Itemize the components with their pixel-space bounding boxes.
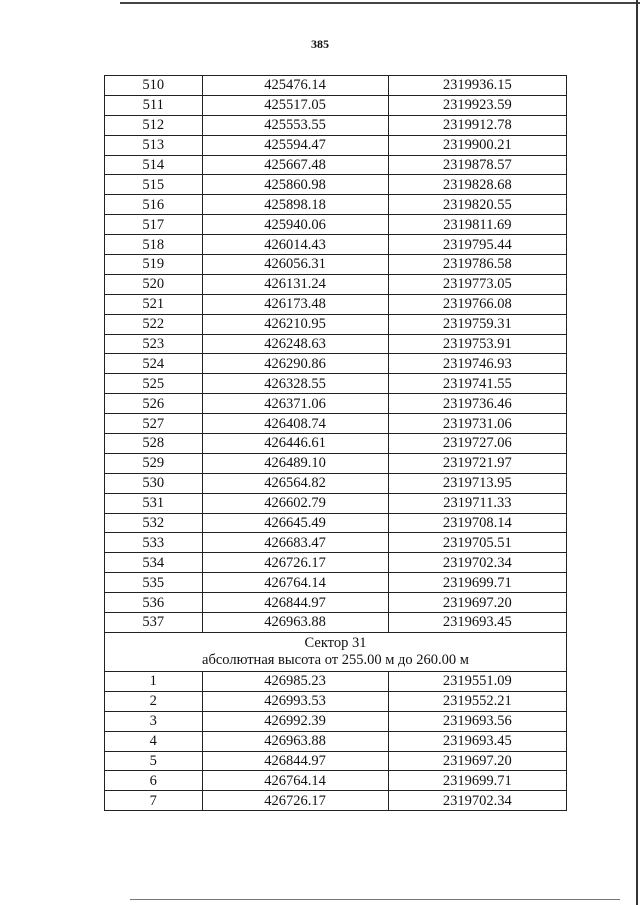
x-coordinate-cell: 426290.86 <box>202 354 388 374</box>
y-coordinate-cell: 2319699.71 <box>388 573 566 593</box>
x-coordinate-cell: 426014.43 <box>202 235 388 255</box>
y-coordinate-cell: 2319552.21 <box>388 691 566 711</box>
x-coordinate-cell: 426844.97 <box>202 593 388 613</box>
point-number-cell: 521 <box>105 294 203 314</box>
point-number-cell: 512 <box>105 115 203 135</box>
y-coordinate-cell: 2319551.09 <box>388 671 566 691</box>
table-row <box>105 791 567 811</box>
x-coordinate-cell: 425898.18 <box>202 195 388 215</box>
x-coordinate-cell: 425517.05 <box>202 95 388 115</box>
y-coordinate-cell: 2319878.57 <box>388 155 566 175</box>
point-number-cell: 516 <box>105 195 203 215</box>
table-row <box>105 533 567 553</box>
point-number-cell: 527 <box>105 414 203 434</box>
point-number-cell: 523 <box>105 334 203 354</box>
y-coordinate-cell: 2319736.46 <box>388 394 566 414</box>
y-coordinate-cell: 2319923.59 <box>388 95 566 115</box>
y-coordinate-cell: 2319693.56 <box>388 711 566 731</box>
x-coordinate-cell: 425553.55 <box>202 115 388 135</box>
table-row <box>105 334 567 354</box>
x-coordinate-cell: 425860.98 <box>202 175 388 195</box>
table-row <box>105 76 567 96</box>
x-coordinate-cell: 426844.97 <box>202 751 388 771</box>
y-coordinate-cell: 2319705.51 <box>388 533 566 553</box>
page-number: 385 <box>311 37 329 51</box>
table-row <box>105 215 567 235</box>
y-coordinate-cell: 2319741.55 <box>388 374 566 394</box>
point-number-cell: 5 <box>105 751 203 771</box>
y-coordinate-cell: 2319727.06 <box>388 434 566 454</box>
table-row <box>105 314 567 334</box>
y-coordinate-cell: 2319753.91 <box>388 334 566 354</box>
x-coordinate-cell: 426963.88 <box>202 613 388 633</box>
table-row <box>105 493 567 513</box>
point-number-cell: 534 <box>105 553 203 573</box>
coordinates-table <box>104 75 567 811</box>
point-number-cell: 524 <box>105 354 203 374</box>
y-coordinate-cell: 2319697.20 <box>388 593 566 613</box>
table-row <box>105 711 567 731</box>
point-number-cell: 526 <box>105 394 203 414</box>
x-coordinate-cell: 426602.79 <box>202 493 388 513</box>
x-coordinate-cell: 425476.14 <box>202 76 388 96</box>
x-coordinate-cell: 426371.06 <box>202 394 388 414</box>
x-coordinate-cell: 426173.48 <box>202 294 388 314</box>
y-coordinate-cell: 2319811.69 <box>388 215 566 235</box>
table-row <box>105 453 567 473</box>
x-coordinate-cell: 425594.47 <box>202 135 388 155</box>
y-coordinate-cell: 2319711.33 <box>388 493 566 513</box>
point-number-cell: 517 <box>105 215 203 235</box>
table-row <box>105 771 567 791</box>
point-number-cell: 4 <box>105 731 203 751</box>
point-number-cell: 6 <box>105 771 203 791</box>
point-number-cell: 519 <box>105 255 203 275</box>
point-number-cell: 518 <box>105 235 203 255</box>
sector-title: Сектор 31 <box>304 634 367 651</box>
sector-header-body <box>105 632 567 671</box>
table-row <box>105 274 567 294</box>
scan-right-border <box>636 0 638 905</box>
x-coordinate-cell: 426446.61 <box>202 434 388 454</box>
point-number-cell: 522 <box>105 314 203 334</box>
scan-top-border <box>120 2 640 4</box>
table-row <box>105 115 567 135</box>
x-coordinate-cell: 426963.88 <box>202 731 388 751</box>
x-coordinate-cell: 426985.23 <box>202 671 388 691</box>
point-number-cell: 525 <box>105 374 203 394</box>
point-number-cell: 528 <box>105 434 203 454</box>
y-coordinate-cell: 2319693.45 <box>388 731 566 751</box>
point-number-cell: 531 <box>105 493 203 513</box>
x-coordinate-cell: 426489.10 <box>202 453 388 473</box>
coordinates-table-body-bottom <box>105 671 567 810</box>
x-coordinate-cell: 426328.55 <box>202 374 388 394</box>
table-row <box>105 235 567 255</box>
table-row <box>105 691 567 711</box>
sector-header-row <box>105 632 567 671</box>
point-number-cell: 536 <box>105 593 203 613</box>
x-coordinate-cell: 426764.14 <box>202 573 388 593</box>
table-row <box>105 354 567 374</box>
x-coordinate-cell: 426408.74 <box>202 414 388 434</box>
table-row <box>105 473 567 493</box>
table-row <box>105 573 567 593</box>
y-coordinate-cell: 2319697.20 <box>388 751 566 771</box>
y-coordinate-cell: 2319759.31 <box>388 314 566 334</box>
y-coordinate-cell: 2319721.97 <box>388 453 566 473</box>
y-coordinate-cell: 2319828.68 <box>388 175 566 195</box>
sector-subtitle: абсолютная высота от 255.00 м до 260.00 м <box>202 651 469 668</box>
y-coordinate-cell: 2319702.34 <box>388 553 566 573</box>
point-number-cell: 7 <box>105 791 203 811</box>
point-number-cell: 514 <box>105 155 203 175</box>
table-row <box>105 135 567 155</box>
y-coordinate-cell: 2319699.71 <box>388 771 566 791</box>
point-number-cell: 529 <box>105 453 203 473</box>
y-coordinate-cell: 2319773.05 <box>388 274 566 294</box>
table-row <box>105 294 567 314</box>
table-row <box>105 195 567 215</box>
point-number-cell: 535 <box>105 573 203 593</box>
table-row <box>105 513 567 533</box>
y-coordinate-cell: 2319786.58 <box>388 255 566 275</box>
point-number-cell: 537 <box>105 613 203 633</box>
y-coordinate-cell: 2319912.78 <box>388 115 566 135</box>
point-number-cell: 532 <box>105 513 203 533</box>
y-coordinate-cell: 2319702.34 <box>388 791 566 811</box>
table-row <box>105 374 567 394</box>
x-coordinate-cell: 426726.17 <box>202 791 388 811</box>
table-row <box>105 95 567 115</box>
y-coordinate-cell: 2319795.44 <box>388 235 566 255</box>
table-row <box>105 394 567 414</box>
point-number-cell: 1 <box>105 671 203 691</box>
point-number-cell: 533 <box>105 533 203 553</box>
table-row <box>105 731 567 751</box>
x-coordinate-cell: 426683.47 <box>202 533 388 553</box>
point-number-cell: 515 <box>105 175 203 195</box>
scan-bottom-line <box>130 899 620 900</box>
table-row <box>105 553 567 573</box>
y-coordinate-cell: 2319713.95 <box>388 473 566 493</box>
point-number-cell: 2 <box>105 691 203 711</box>
sector-header-cell <box>105 632 567 671</box>
table-row <box>105 414 567 434</box>
point-number-cell: 3 <box>105 711 203 731</box>
table-row <box>105 255 567 275</box>
y-coordinate-cell: 2319731.06 <box>388 414 566 434</box>
x-coordinate-cell: 426248.63 <box>202 334 388 354</box>
x-coordinate-cell: 426645.49 <box>202 513 388 533</box>
y-coordinate-cell: 2319766.08 <box>388 294 566 314</box>
x-coordinate-cell: 426764.14 <box>202 771 388 791</box>
y-coordinate-cell: 2319693.45 <box>388 613 566 633</box>
point-number-cell: 513 <box>105 135 203 155</box>
y-coordinate-cell: 2319900.21 <box>388 135 566 155</box>
x-coordinate-cell: 426210.95 <box>202 314 388 334</box>
table-row <box>105 593 567 613</box>
table-row <box>105 155 567 175</box>
point-number-cell: 511 <box>105 95 203 115</box>
point-number-cell: 530 <box>105 473 203 493</box>
x-coordinate-cell: 425667.48 <box>202 155 388 175</box>
table-row <box>105 671 567 691</box>
y-coordinate-cell: 2319936.15 <box>388 76 566 96</box>
table-row <box>105 613 567 633</box>
x-coordinate-cell: 426993.53 <box>202 691 388 711</box>
coordinates-table-body-top <box>105 76 567 633</box>
x-coordinate-cell: 426131.24 <box>202 274 388 294</box>
x-coordinate-cell: 426564.82 <box>202 473 388 493</box>
table-row <box>105 751 567 771</box>
x-coordinate-cell: 425940.06 <box>202 215 388 235</box>
table-row <box>105 434 567 454</box>
y-coordinate-cell: 2319708.14 <box>388 513 566 533</box>
y-coordinate-cell: 2319746.93 <box>388 354 566 374</box>
x-coordinate-cell: 426992.39 <box>202 711 388 731</box>
x-coordinate-cell: 426056.31 <box>202 255 388 275</box>
table-row <box>105 175 567 195</box>
point-number-cell: 510 <box>105 76 203 96</box>
x-coordinate-cell: 426726.17 <box>202 553 388 573</box>
point-number-cell: 520 <box>105 274 203 294</box>
y-coordinate-cell: 2319820.55 <box>388 195 566 215</box>
